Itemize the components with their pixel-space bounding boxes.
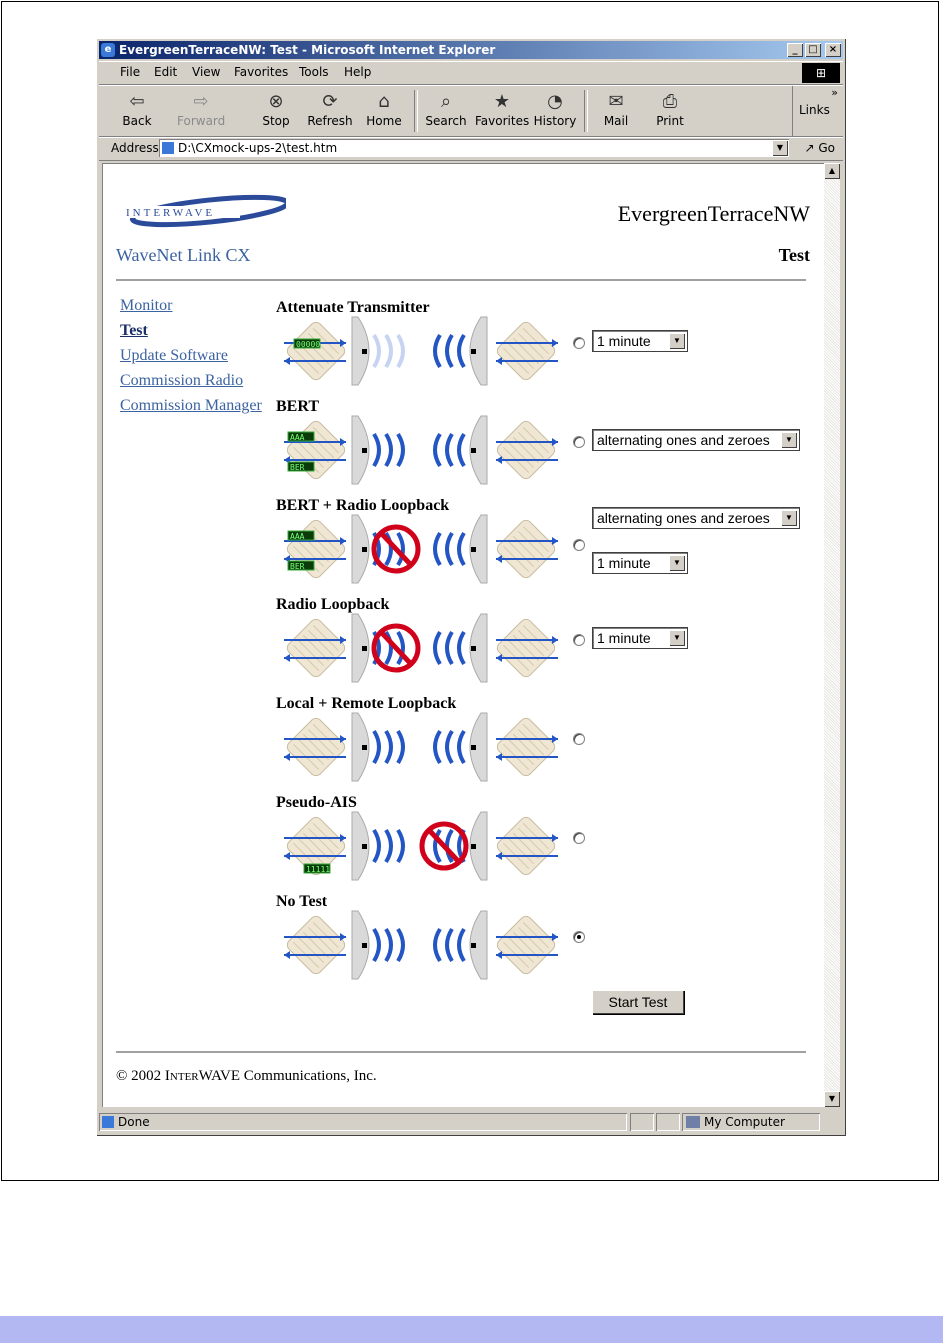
radio-wave	[398, 830, 403, 862]
menu-favorites[interactable]: Favorites	[234, 65, 289, 79]
radio-wave	[447, 929, 452, 961]
prohibited-slash	[381, 533, 411, 565]
home-icon: ⌂	[378, 91, 390, 112]
radio-unit	[495, 815, 557, 877]
link-diagram	[276, 612, 566, 692]
toolbar-separator	[584, 90, 588, 132]
nav-commission-radio[interactable]: Commission Radio	[120, 372, 244, 389]
chevron-icon: »	[831, 86, 838, 99]
maximize-button[interactable]: □	[805, 43, 821, 57]
pattern-select[interactable]: alternating ones and zeroes ▼	[593, 430, 799, 450]
radio-unit	[495, 518, 557, 580]
signal-arrow-head	[340, 933, 346, 941]
chevron-down-icon: ▼	[669, 555, 685, 571]
signal-arrow-head	[284, 357, 290, 365]
duration-select[interactable]: 1 minute ▼	[593, 331, 687, 351]
radio-wave	[435, 632, 440, 664]
radio-wave	[435, 335, 440, 367]
radio-wave	[398, 335, 403, 367]
duration-select[interactable]: 1 minute ▼	[593, 553, 687, 573]
link-diagram	[276, 513, 566, 593]
antenna-feed	[471, 943, 476, 948]
test-option-bert	[276, 398, 816, 493]
page-viewport	[102, 163, 824, 1107]
radio-wave	[459, 731, 464, 763]
signal-arrow-head	[496, 951, 502, 959]
radio-wave	[386, 929, 391, 961]
duration-select[interactable]: 1 minute ▼	[593, 628, 687, 648]
back-arrow-icon: ⇦	[129, 91, 145, 112]
history-button[interactable]: ◔ History	[531, 90, 579, 128]
test-label: Attenuate Transmitter	[276, 299, 430, 316]
signal-arrow-head	[496, 456, 502, 464]
search-button[interactable]: ⌕ Search	[422, 90, 470, 128]
radio-wave	[398, 929, 403, 961]
radio-wave	[447, 533, 452, 565]
signal-arrow-head	[340, 636, 346, 644]
chevron-down-icon: ▼	[781, 510, 797, 526]
radio-wave	[459, 632, 464, 664]
menu-view[interactable]: View	[192, 65, 221, 79]
antenna-feed	[471, 646, 476, 651]
radio-wave	[398, 434, 403, 466]
mail-button[interactable]: ✉ Mail	[592, 90, 640, 128]
antenna-feed	[362, 646, 367, 651]
toolbar	[99, 85, 843, 137]
stop-icon: ⊗	[268, 91, 284, 112]
radio-wave	[374, 830, 379, 862]
svg-text:INTERWAVE: INTERWAVE	[126, 207, 216, 219]
nav-test[interactable]: Test	[120, 322, 148, 339]
signal-arrow-head	[496, 555, 502, 563]
radio-unit	[495, 617, 557, 679]
nav-commission-manager[interactable]: Commission Manager	[120, 397, 262, 414]
page-title: Test	[778, 245, 810, 265]
test-radio[interactable]	[573, 931, 585, 943]
stop-button[interactable]: ⊗ Stop	[252, 90, 300, 128]
antenna-feed	[362, 547, 367, 552]
antenna-feed	[362, 349, 367, 354]
signal-arrow-head	[284, 753, 290, 761]
ie-icon: e	[101, 43, 115, 57]
test-label: Local + Remote Loopback	[276, 695, 457, 712]
signal-arrow-head	[552, 735, 558, 743]
menu-bar	[99, 61, 843, 85]
antenna-feed	[362, 844, 367, 849]
test-radio[interactable]	[573, 539, 585, 551]
pattern-box-label: AAA	[290, 532, 305, 541]
address-dropdown-button[interactable]: ▼	[772, 140, 788, 156]
favorites-icon: ★	[493, 91, 511, 112]
antenna-feed	[362, 448, 367, 453]
signal-arrow-head	[552, 438, 558, 446]
site-name: EvergreenTerraceNW	[617, 201, 810, 226]
print-button[interactable]: ⎙ Print	[646, 90, 694, 128]
test-radio[interactable]	[573, 733, 585, 745]
prohibited-slash	[381, 632, 411, 664]
favorites-button[interactable]: ★ Favorites	[475, 91, 530, 128]
chevron-down-icon: ▼	[781, 432, 797, 448]
radio-wave	[374, 731, 379, 763]
copyright: © 2002 InterWAVE Communications, Inc.	[116, 1068, 377, 1084]
search-icon: ⌕	[440, 91, 452, 112]
pattern-box-label: AAA	[290, 433, 305, 442]
signal-arrow-head	[496, 753, 502, 761]
signal-arrow-head	[284, 654, 290, 662]
radio-wave	[447, 731, 452, 763]
signal-arrow-head	[284, 951, 290, 959]
status-bar	[99, 1111, 843, 1133]
test-label: BERT + Radio Loopback	[276, 497, 450, 514]
radio-unit	[285, 320, 347, 382]
address-input[interactable]	[159, 139, 789, 157]
test-option-local-remote-loopback	[276, 695, 816, 790]
page-icon	[162, 142, 174, 154]
signal-arrow-head	[552, 933, 558, 941]
link-diagram	[276, 315, 566, 395]
menu-file[interactable]: File	[120, 65, 141, 79]
antenna-feed	[362, 745, 367, 750]
signal-arrow-head	[340, 834, 346, 842]
pattern-box-label: 00000	[296, 340, 321, 349]
nav-monitor[interactable]: Monitor	[120, 297, 173, 314]
radio-wave	[435, 929, 440, 961]
signal-arrow-head	[340, 735, 346, 743]
radio-wave	[374, 335, 379, 367]
address-label: Address	[111, 141, 159, 155]
product-name: WaveNet Link CX	[116, 245, 251, 265]
signal-arrow-head	[496, 357, 502, 365]
link-diagram	[276, 711, 566, 791]
radio-wave	[374, 929, 379, 961]
antenna-feed	[362, 943, 367, 948]
test-radio[interactable]	[573, 436, 585, 448]
radio-wave	[447, 335, 452, 367]
vertical-scrollbar[interactable]	[824, 163, 840, 1107]
radio-unit	[285, 716, 347, 778]
radio-unit	[285, 617, 347, 679]
window-title: EvergreenTerraceNW: Test - Microsoft Internet Explorer	[119, 43, 496, 57]
radio-unit	[495, 914, 557, 976]
radio-unit	[285, 914, 347, 976]
printer-icon: ⎙	[662, 91, 678, 112]
header-divider	[116, 279, 806, 281]
link-diagram	[276, 909, 566, 989]
radio-wave	[386, 731, 391, 763]
antenna-feed	[471, 448, 476, 453]
refresh-button[interactable]: ⟳ Refresh	[307, 91, 353, 128]
link-diagram	[276, 810, 566, 890]
signal-arrow-head	[552, 636, 558, 644]
antenna-feed	[471, 745, 476, 750]
mail-icon: ✉	[608, 91, 624, 112]
address-bar	[99, 137, 843, 161]
chevron-down-icon: ▼	[669, 333, 685, 349]
signal-arrow-head	[284, 852, 290, 860]
radio-wave	[435, 434, 440, 466]
radio-wave	[459, 434, 464, 466]
signal-arrow-head	[340, 339, 346, 347]
go-button[interactable]: ↗ Go	[804, 141, 835, 155]
back-button[interactable]: ⇦ Back	[113, 90, 161, 128]
radio-wave	[447, 632, 452, 664]
copyright-brand: InterWAVE	[164, 1068, 241, 1084]
menu-tools[interactable]: Tools	[299, 65, 329, 79]
forward-arrow-icon: ⇨	[193, 91, 209, 112]
radio-wave	[386, 434, 391, 466]
radio-wave	[435, 731, 440, 763]
scroll-up-button[interactable]: ▲	[824, 163, 840, 179]
signal-arrow-head	[340, 537, 346, 545]
test-option-attenuate-transmitter	[276, 299, 816, 394]
signal-arrow-head	[496, 852, 502, 860]
start-test-button[interactable]: Start Test	[592, 990, 684, 1014]
pattern-box-label: 11111	[306, 865, 331, 874]
radio-unit	[495, 320, 557, 382]
title-bar	[99, 41, 843, 59]
home-button[interactable]: ⌂ Home	[360, 90, 408, 128]
page-icon	[102, 1116, 114, 1128]
test-option-no-test	[276, 893, 816, 988]
signal-arrow-head	[552, 834, 558, 842]
test-label: Pseudo-AIS	[276, 794, 357, 811]
windows-logo-icon: ⊞	[802, 63, 840, 83]
test-radio[interactable]	[573, 832, 585, 844]
status-cell	[656, 1113, 680, 1131]
radio-wave	[459, 533, 464, 565]
link-diagram	[276, 414, 566, 494]
toolbar-separator	[414, 90, 418, 132]
radio-wave	[374, 434, 379, 466]
side-nav	[120, 297, 262, 422]
pattern-box-label: BER	[290, 463, 305, 472]
radio-wave	[386, 335, 391, 367]
test-radio[interactable]	[573, 634, 585, 646]
computer-icon	[686, 1116, 700, 1128]
test-option-pseudo-ais	[276, 794, 816, 889]
pattern-box-label: BER	[290, 562, 305, 571]
radio-unit	[495, 419, 557, 481]
address-value: D:\CXmock-ups-2\test.htm	[178, 141, 338, 155]
browser-window	[96, 38, 846, 1136]
radio-wave	[398, 731, 403, 763]
radio-unit	[495, 716, 557, 778]
nav-update-software[interactable]: Update Software	[120, 347, 228, 364]
radio-wave	[459, 335, 464, 367]
test-label: BERT	[276, 398, 320, 415]
interwave-logo	[116, 193, 286, 229]
antenna-feed	[471, 349, 476, 354]
bottom-band	[0, 1316, 943, 1343]
radio-wave	[435, 533, 440, 565]
test-option-bert-radio-loopback	[276, 497, 816, 592]
footer-divider	[116, 1051, 806, 1053]
status-cell	[630, 1113, 654, 1131]
history-icon: ◔	[547, 91, 563, 112]
antenna-feed	[471, 844, 476, 849]
close-button[interactable]: ×	[825, 43, 841, 57]
minimize-button[interactable]: _	[787, 43, 803, 57]
test-radio[interactable]	[573, 337, 585, 349]
go-arrow-icon: ↗	[804, 141, 815, 155]
radio-wave	[459, 929, 464, 961]
menu-edit[interactable]: Edit	[154, 65, 178, 79]
scroll-down-button[interactable]: ▼	[824, 1091, 840, 1107]
menu-help[interactable]: Help	[344, 65, 372, 79]
signal-arrow-head	[496, 654, 502, 662]
antenna-feed	[471, 547, 476, 552]
signal-arrow-head	[552, 339, 558, 347]
status-text-cell: Done	[99, 1113, 627, 1131]
signal-arrow-head	[340, 438, 346, 446]
signal-arrow-head	[552, 537, 558, 545]
zone-cell: My Computer	[682, 1113, 820, 1131]
chevron-down-icon: ▼	[669, 630, 685, 646]
radio-wave	[386, 830, 391, 862]
pattern-select[interactable]: alternating ones and zeroes ▼	[593, 508, 799, 528]
refresh-icon: ⟳	[322, 91, 338, 112]
test-option-radio-loopback	[276, 596, 816, 691]
test-label: No Test	[276, 893, 328, 910]
links-button[interactable]: Links »	[792, 86, 841, 136]
forward-button[interactable]: ⇨ Forward	[177, 91, 226, 128]
test-label: Radio Loopback	[276, 596, 390, 613]
radio-wave	[447, 434, 452, 466]
